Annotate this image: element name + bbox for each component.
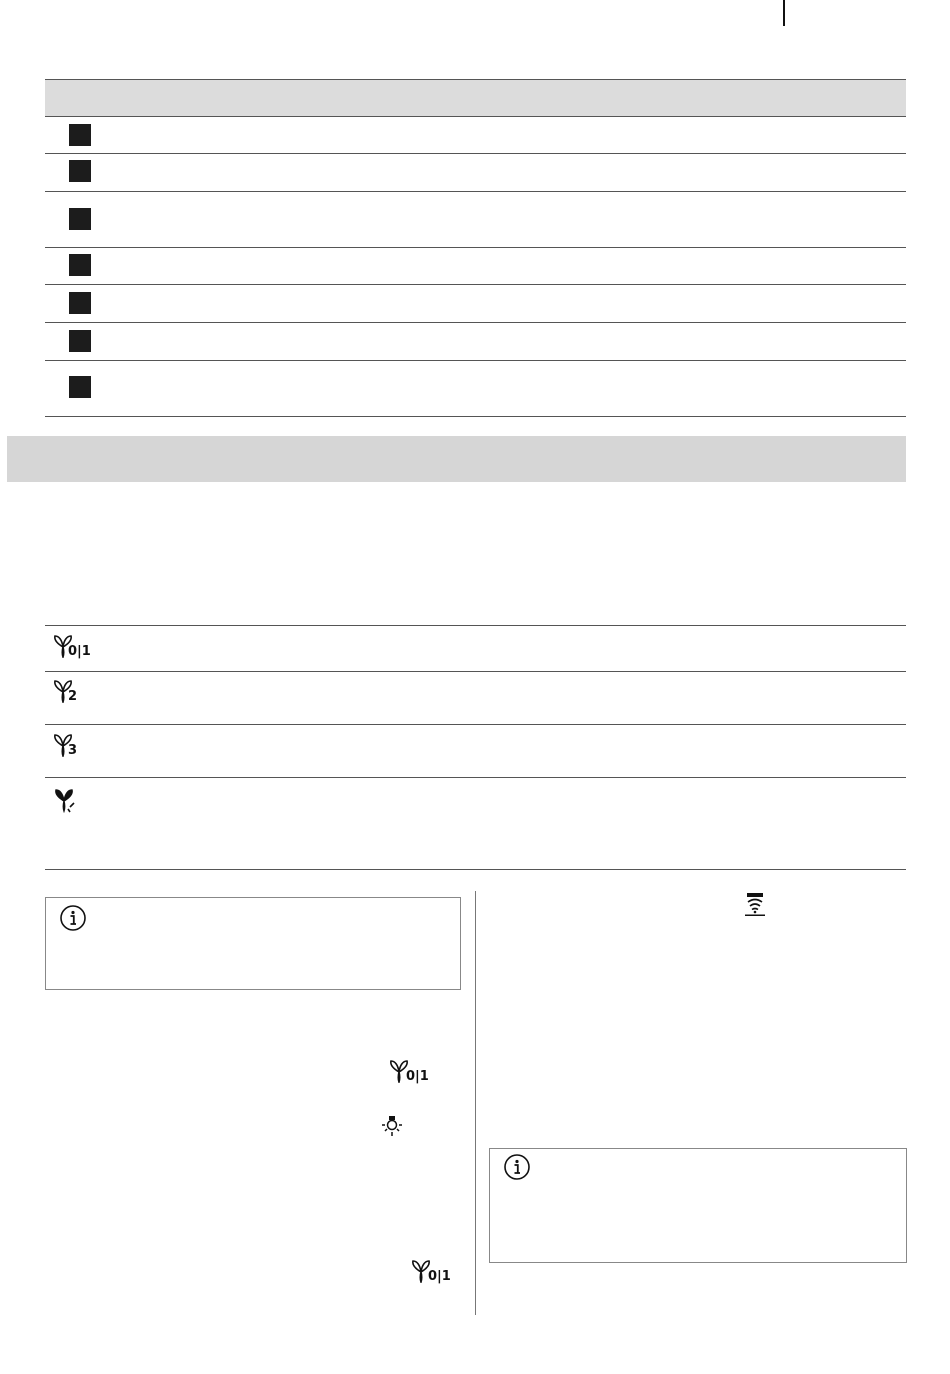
fan-speed-label: 3	[68, 743, 78, 758]
fan-intensive-icon	[50, 787, 78, 813]
table-row	[45, 361, 906, 417]
row-marker	[69, 254, 91, 276]
fan-speed-label: 0|1	[428, 1269, 451, 1284]
info-icon	[503, 1153, 531, 1186]
table-row	[45, 116, 906, 154]
fan-table-row	[45, 625, 906, 672]
table-row	[45, 154, 906, 192]
table-header	[45, 79, 906, 117]
row-marker	[69, 160, 91, 182]
info-note-box	[45, 897, 461, 990]
fan-table-row	[45, 671, 906, 725]
fan-speed-label: 2	[68, 689, 78, 704]
light-icon	[379, 1114, 405, 1140]
info-note-box	[489, 1148, 907, 1263]
table-row	[45, 323, 906, 361]
row-marker	[69, 376, 91, 398]
table-row	[45, 285, 906, 323]
info-icon	[59, 904, 87, 937]
row-marker	[69, 124, 91, 146]
row-marker	[69, 208, 91, 230]
section-heading-bar	[7, 436, 906, 482]
row-marker	[69, 292, 91, 314]
column-divider	[475, 891, 476, 1315]
fan-table-row	[45, 725, 906, 778]
fan-speed-label: 0|1	[68, 644, 91, 659]
fan-table-row	[45, 778, 906, 870]
table-row	[45, 192, 906, 248]
fan-speed-label: 0|1	[406, 1069, 429, 1084]
crop-mark	[783, 0, 785, 26]
row-marker	[69, 330, 91, 352]
table-row	[45, 248, 906, 285]
hob2hood-icon	[742, 891, 768, 917]
